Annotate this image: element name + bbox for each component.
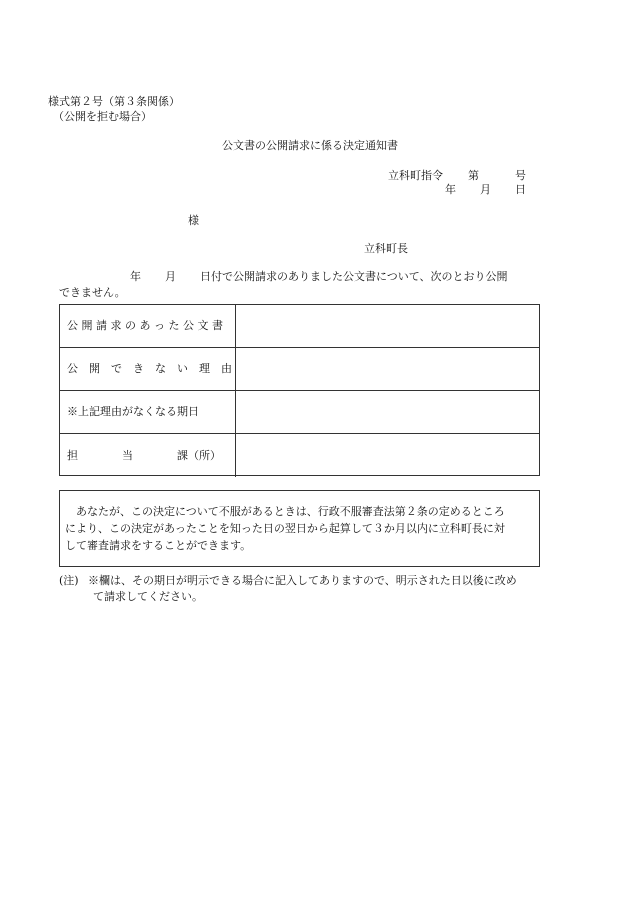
table-row [60,391,539,434]
doc-number-prefix: 立科町指令 [388,169,443,182]
body-line-2: できません。 [59,286,126,299]
note-label: (注) [59,574,79,587]
row-value-department[interactable] [236,434,539,477]
body-year-label: 年 [130,270,141,283]
notice-line-2: により、この決定があったことを知った日の翌日から起算して３か月以内に立科町長に対 [65,522,505,535]
note-line-1: ※欄は、その期日が明示できる場合に記入してありますので、明示された日以後に改め [88,574,517,587]
date-day-label: 日 [515,183,526,196]
row-label-reason: 公 開 で き な い 理 由 [60,348,236,390]
body-line-1: 日付で公開請求のありました公文書について、次のとおり公開 [200,270,508,283]
row-value-requested-document[interactable] [236,305,539,347]
notice-line-1: あなたが、この決定について不服があるときは、行政不服審査法第２条の定めるところ [76,505,505,518]
row-label-department: 担 当 課（所） [60,434,236,477]
note-line-2: て請求してください。 [93,590,203,603]
decision-table [59,304,540,476]
date-year-label: 年 [445,183,456,196]
row-label-requested-document: 公 開 請 求 の あ っ た 公 文 書 [60,305,236,347]
notice-line-3: して審査請求をすることができます。 [65,539,252,552]
form-case: （公開を拒む場合） [53,110,152,123]
document-title: 公文書の公開請求に係る決定通知書 [222,139,398,152]
table-row [60,434,539,477]
form-number: 様式第２号（第３条関係） [48,95,180,108]
row-value-expiry-date[interactable] [236,391,539,433]
doc-number-dai: 第 [468,169,479,182]
addressee-suffix: 様 [188,214,199,227]
row-value-reason[interactable] [236,348,539,390]
table-row [60,348,539,391]
doc-number-go: 号 [515,169,526,182]
issuer: 立科町長 [364,242,408,255]
date-month-label: 月 [480,183,491,196]
appeal-notice-box [59,490,540,567]
body-month-label: 月 [165,270,176,283]
table-row [60,305,539,348]
row-label-expiry-date: ※上記理由がなくなる期日 [60,391,236,433]
